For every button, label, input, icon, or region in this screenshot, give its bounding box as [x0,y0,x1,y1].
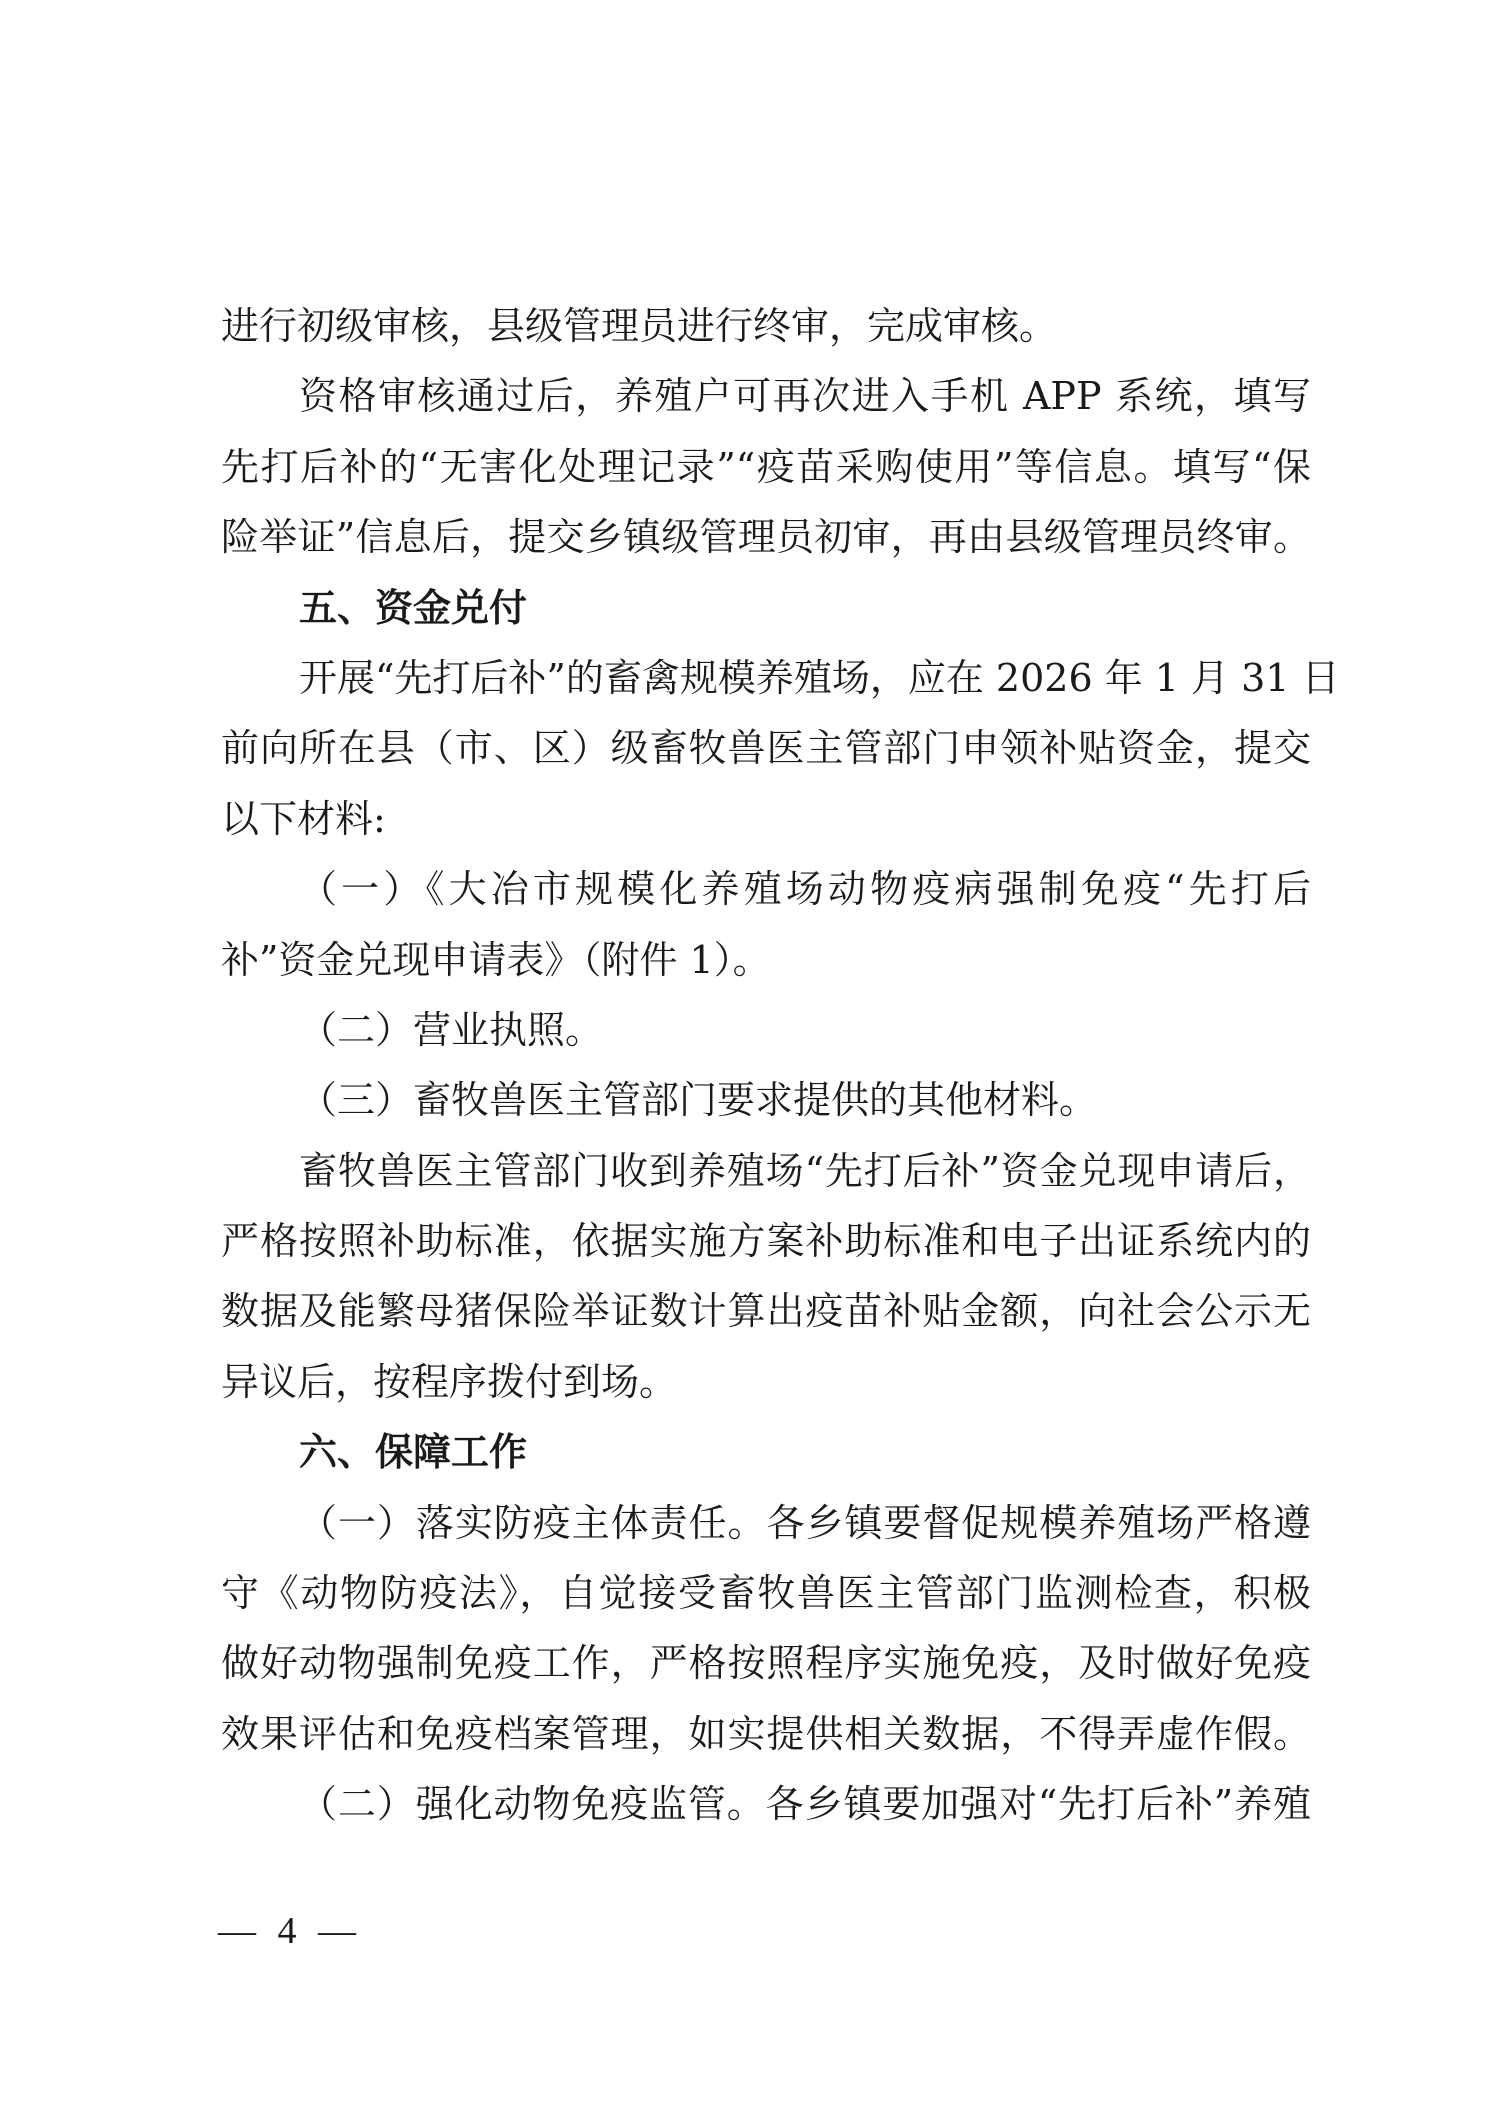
list-item: （一）《大冶市规模化养殖场动物疫病强制免疫“先打后 [299,867,1311,912]
paragraph-line: 数据及能繁母猪保险举证数计算出疫苗补贴金额，向社会公示无 [221,1289,1311,1334]
paragraph-line: 开展“先打后补”的畜禽规模养殖场，应在 2026 年 1 月 31 日 [299,655,1340,700]
list-item: （三）畜牧兽医主管部门要求提供的其他材料。 [299,1078,1098,1123]
paragraph-line: 畜牧兽医主管部门收到养殖场“先打后补”资金兑现申请后， [299,1148,1311,1193]
paragraph-line: （一）落实防疫主体责任。各乡镇要督促规模养殖场严格遵 [299,1500,1311,1545]
paragraph-line: 资格审核通过后，养殖户可再次进入手机 APP 系统，填写 [299,374,1311,419]
list-item: 补”资金兑现申请表》（附件 1）。 [221,937,771,982]
list-item: （二）营业执照。 [299,1007,604,1052]
paragraph-line: 效果评估和免疫档案管理，如实提供相关数据，不得弄虚作假。 [221,1711,1311,1756]
paragraph-line: （二）强化动物免疫监管。各乡镇要加强对“先打后补”养殖 [299,1782,1311,1827]
paragraph-line: 做好动物强制免疫工作，严格按照程序实施免疫，及时做好免疫 [221,1641,1311,1686]
paragraph-line: 进行初级审核，县级管理员进行终审，完成审核。 [221,304,1058,348]
paragraph-line: 先打后补的“无害化处理记录”“疫苗采购使用”等信息。填写“保 [221,444,1311,489]
section-heading: 五、资金兑付 [299,585,528,630]
section-heading: 六、保障工作 [299,1430,528,1475]
paragraph-line: 守《动物防疫法》，自觉接受畜牧兽医主管部门监测检查，积极 [221,1571,1311,1616]
page-number: — 4 — [218,1910,362,1952]
paragraph-line: 异议后，按程序拨付到场。 [221,1359,678,1404]
paragraph-line: 严格按照补助标准，依据实施方案补助标准和电子出证系统内的 [221,1219,1311,1264]
paragraph-line: 以下材料: [221,796,386,841]
document-body [221,291,1340,1840]
paragraph-line: 险举证”信息后，提交乡镇级管理员初审，再由县级管理员终审。 [221,515,1311,560]
paragraph-line: 前向所在县（市、区）级畜牧兽医主管部门申领补贴资金，提交 [221,726,1311,771]
